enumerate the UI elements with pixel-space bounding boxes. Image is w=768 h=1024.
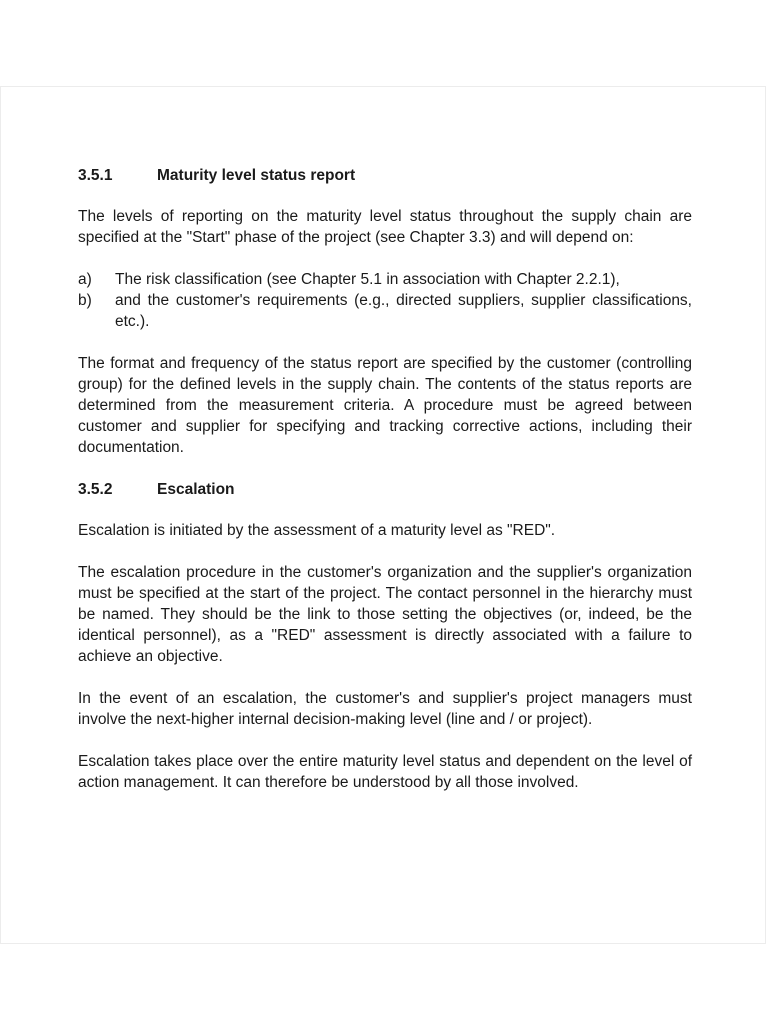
- list-item: [78, 269, 692, 290]
- list-item: [78, 290, 692, 332]
- document-page: [0, 86, 766, 944]
- requirements-list: [78, 269, 692, 332]
- section-title: Escalation: [157, 481, 235, 498]
- paragraph-escalation-procedure: The escalation procedure in the customer's organization and the supplier's organization must be specified at the start of the project. The contact personnel in the hierarchy must be named. They should be the link to those setting the objectives (or, indeed, be the identical personnel), as a "RED" assessment is directly associated with a failure to achieve an objective.: [78, 564, 692, 665]
- list-marker: b): [78, 292, 92, 309]
- list-item-text: The risk classification (see Chapter 5.1 in association with Chapter 2.2.1),: [115, 271, 620, 288]
- section-number: 3.5.2: [78, 481, 113, 498]
- list-item-text: and the customer's requirements (e.g., directed suppliers, supplier classifications, etc.).: [115, 292, 692, 330]
- paragraph-escalation-scope: Escalation takes place over the entire maturity level status and dependent on the level of action management. It can therefore be understood by all those involved.: [78, 753, 692, 791]
- section-heading-3-5-2: [78, 479, 692, 500]
- paragraph-intro: The levels of reporting on the maturity level status throughout the supply chain are specified at the "Start" phase of the project (see Chapter 3.3) and will depend on:: [78, 208, 692, 246]
- paragraph-escalation-event: In the event of an escalation, the customer's and supplier's project managers must involve the next-higher internal decision-making level (line and / or project).: [78, 690, 692, 728]
- section-title: Maturity level status report: [157, 167, 356, 184]
- paragraph-escalation-initiation: Escalation is initiated by the assessment of a maturity level as "RED".: [78, 522, 556, 539]
- section-heading-3-5-1: [78, 165, 692, 186]
- list-marker: a): [78, 271, 92, 288]
- paragraph-status-report-format: The format and frequency of the status report are specified by the customer (controlling group) for the defined levels in the supply chain. The contents of the status reports are determined from the measurement criteria. A procedure must be agreed between customer and supplier for specifying and tracking corrective actions, including their documentation.: [78, 355, 692, 456]
- document-content: [78, 165, 692, 814]
- section-number: 3.5.1: [78, 167, 113, 184]
